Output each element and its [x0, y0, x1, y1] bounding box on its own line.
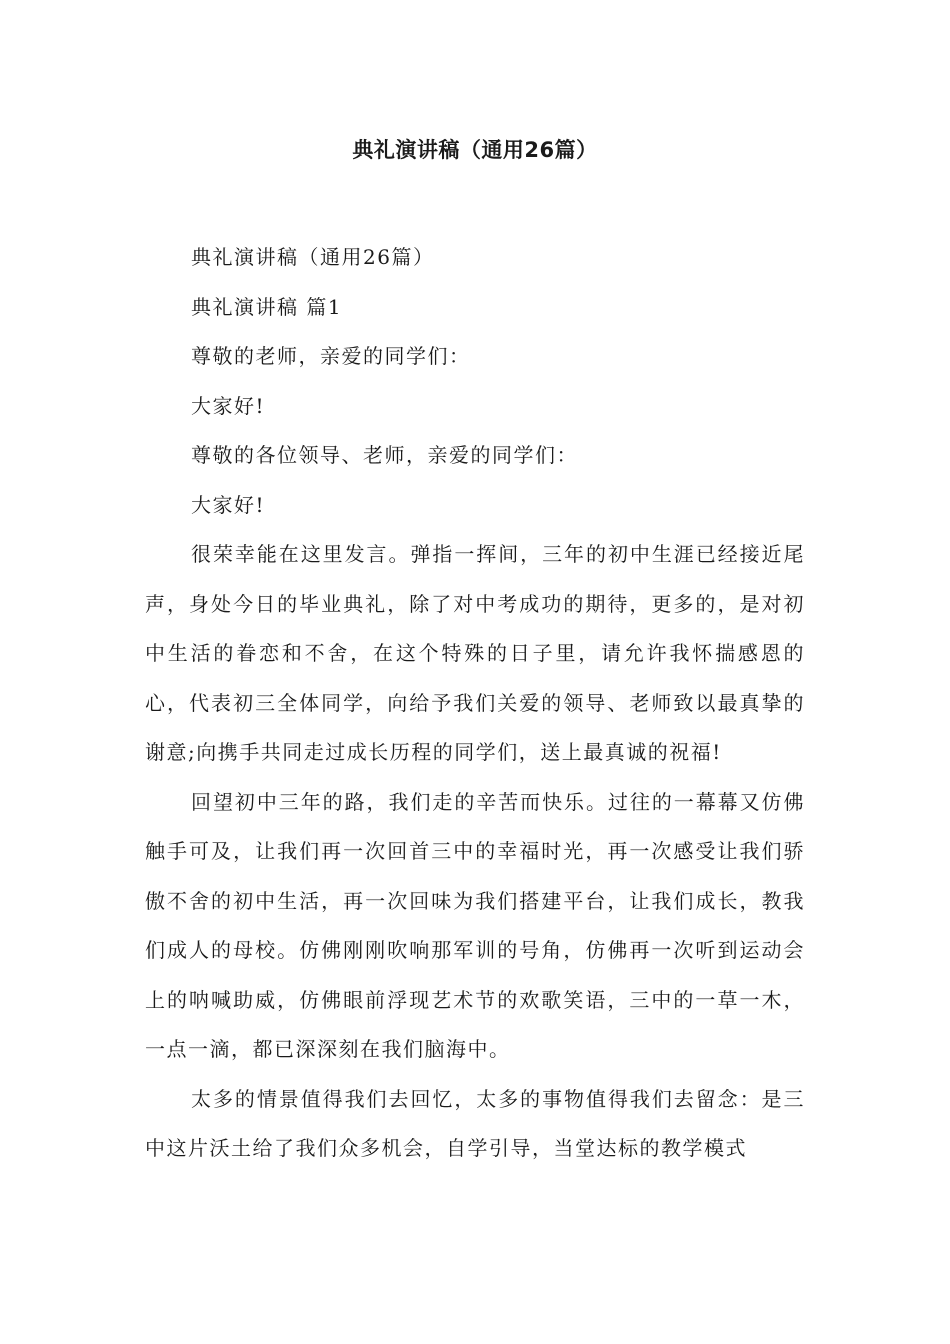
paragraph-heading: 典礼演讲稿（通用26篇） — [191, 245, 435, 269]
paragraph-body: 很荣幸能在这里发言。弹指一挥间，三年的初中生涯已经接近尾声，身处今日的毕业典礼，除了对中考成功的期待，更多的，是对初中生活的眷恋和不舍，在这个特殊的日子里，请允许我怀揣感恩的心，代表初三全体同学，向给予我们关爱的领导、老师致以最真挚的谢意;向携手共同走过成长历程的同学们，送上最真诚的祝福! — [145, 542, 805, 764]
document-body — [145, 233, 805, 1174]
document-title: 典礼演讲稿（通用26篇） — [352, 138, 598, 162]
paragraph-body: 回望初中三年的路，我们走的辛苦而快乐。过往的一幕幕又仿佛触手可及，让我们再一次回首三中的幸福时光，再一次感受让我们骄傲不舍的初中生活，再一次回味为我们搭建平台，让我们成长，教我们成人的母校。仿佛刚刚吹响那军训的号角，仿佛再一次听到运动会上的呐喊助威，仿佛眼前浮现艺术节的欢歌笑语，三中的一草一木，一点一滴，都已深深刻在我们脑海中。 — [145, 789, 805, 1061]
paragraph-salutation: 尊敬的老师，亲爱的同学们： — [191, 344, 471, 368]
paragraph-body: 太多的情景值得我们去回忆，太多的事物值得我们去留念：是三中这片沃土给了我们众多机会，自学引导，当堂达标的教学模式 — [145, 1086, 805, 1160]
paragraph-section-label: 典礼演讲稿 篇1 — [191, 294, 343, 319]
paragraph-greeting: 大家好! — [191, 393, 266, 418]
paragraph-greeting: 大家好! — [191, 492, 266, 517]
paragraph-salutation: 尊敬的各位领导、老师，亲爱的同学们： — [191, 443, 578, 467]
